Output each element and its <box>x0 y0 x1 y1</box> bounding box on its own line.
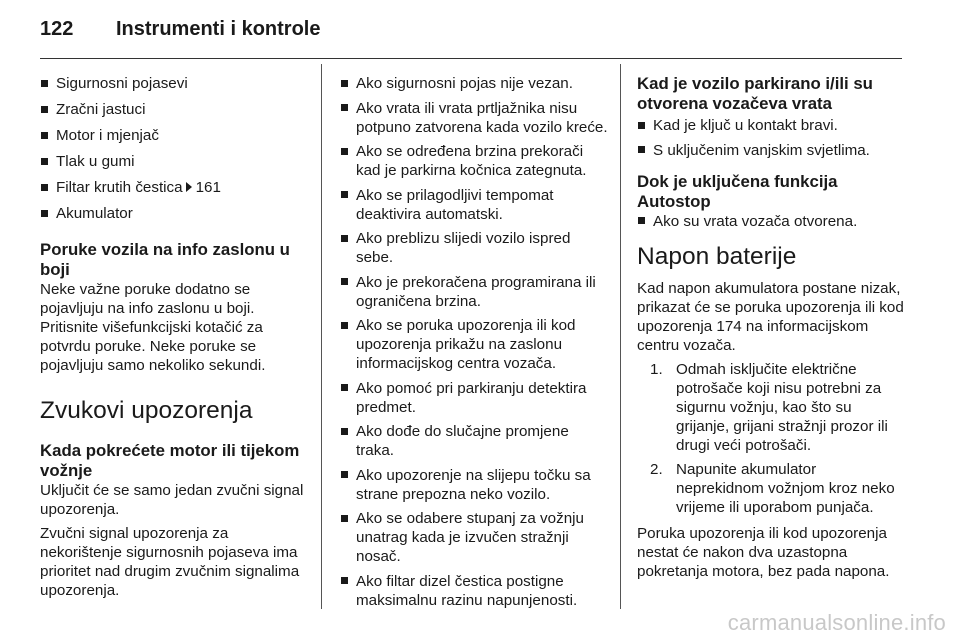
bullet-list <box>637 212 905 231</box>
list-item: Ako se određena brzina prekorači kad je parkirna kočnica zategnuta. <box>340 142 608 180</box>
page-reference-link[interactable]: 161 <box>195 179 221 196</box>
bullet-list <box>637 116 905 160</box>
column-divider <box>620 64 621 609</box>
column-divider <box>321 64 322 609</box>
list-item: Ako vrata ili vrata prtljažnika nisu potpuno zatvorena kada vozilo kreće. <box>340 99 608 137</box>
subsection-heading: Dok je uključena funkcija Autostop <box>637 171 838 211</box>
subsection-heading: Kad je vozilo parkirano i/ili su otvorena vozačeva vrata <box>637 74 873 113</box>
page-number: 122 <box>40 18 74 40</box>
list-item: Ako sigurnosni pojas nije vezan. <box>340 74 608 93</box>
column-2 <box>340 74 608 615</box>
subsection-heading: Poruke vozila na info zaslonu u boji <box>40 240 290 279</box>
list-item: Ako su vrata vozača otvorena. <box>637 212 905 231</box>
list-item: Tlak u gumi <box>40 152 306 171</box>
section-title: Napon baterije <box>637 242 797 270</box>
bullet-list <box>40 74 306 223</box>
paragraph: Poruka upozorenja ili kod upozorenja nestat će nakon dva uzastopna pokretanja motora, bez pada napona. <box>637 524 890 580</box>
list-item: Ako je prekoračena programirana ili ograničena brzina. <box>340 273 608 311</box>
list-item: Sigurnosni pojasevi <box>40 74 306 93</box>
section-title: Zvukovi upozorenja <box>40 397 253 424</box>
page-header <box>40 14 902 48</box>
list-item: Zračni jastuci <box>40 100 306 119</box>
paragraph: Uključit će se samo jedan zvučni signal upozorenja. <box>40 482 304 518</box>
column-3 <box>637 74 905 586</box>
paragraph: Neke važne poruke dodatno se pojavljuju na info zaslonu u boji. Pritisnite višefunkcijski kotačić za potvrdu poruke. Neke poruke se pojavljuju samo nekoliko sekundi. <box>40 281 266 374</box>
paragraph: Zvučni signal upozorenja za nekorištenje sigurnosnih pojaseva ima prioritet nad drugim zvučnim signalima upozorenja. <box>40 525 300 599</box>
list-item: Ako preblizu slijedi vozilo ispred sebe. <box>340 229 608 267</box>
list-item: Ako se poruka upozorenja ili kod upozorenja prikažu na zaslonu informacijskog centra vozača. <box>340 316 608 373</box>
list-item: Ako upozorenje na slijepu točku sa strane prepozna neko vozilo. <box>340 466 608 504</box>
numbered-list <box>637 360 905 517</box>
subsection-heading: Kada pokrećete motor ili tijekom vožnje <box>40 441 300 480</box>
column-1 <box>40 74 306 605</box>
list-item: Kad je ključ u kontakt bravi. <box>637 116 905 135</box>
list-item: Motor i mjenjač <box>40 126 306 145</box>
page-reference-arrow-icon <box>186 182 192 192</box>
header-rule <box>40 58 902 59</box>
list-item: S uključenim vanjskim svjetlima. <box>637 141 905 160</box>
list-item: Ako dođe do slučajne promjene traka. <box>340 422 608 460</box>
list-item: 1. Odmah isključite električne potrošače koji nisu potrebni za sigurnu vožnju, kao što su grijanje, grijani stražnji prozor ili drugi veći potrošači. <box>650 360 888 454</box>
paragraph: Kad napon akumulatora postane nizak, prikazat će se poruka upozorenja ili kod upozorenja 174 na informacijskom centru vozača. <box>637 279 904 354</box>
chapter-title: Instrumenti i kontrole <box>116 18 321 40</box>
list-item: Ako se odabere stupanj za vožnju unatrag kada je izvučen stražnji nosač. <box>340 509 608 566</box>
list-item: Ako filtar dizel čestica postigne maksimalnu razinu napunjenosti. <box>340 572 608 610</box>
list-item: Akumulator <box>40 204 306 223</box>
list-item: Filtar krutih čestica 161 <box>40 178 306 197</box>
list-item: Ako se prilagodljivi tempomat deaktivira automatski. <box>340 186 608 224</box>
list-item: 2. Napunite akumulator neprekidnom vožnjom kroz neko vrijeme ili uporabom punjača. <box>650 460 895 516</box>
watermark: carmanualsonline.info <box>727 610 946 635</box>
step-number: 2. <box>650 460 663 478</box>
step-number: 1. <box>650 360 663 378</box>
list-item: Ako pomoć pri parkiranju detektira predmet. <box>340 379 608 417</box>
bullet-list <box>340 74 608 610</box>
